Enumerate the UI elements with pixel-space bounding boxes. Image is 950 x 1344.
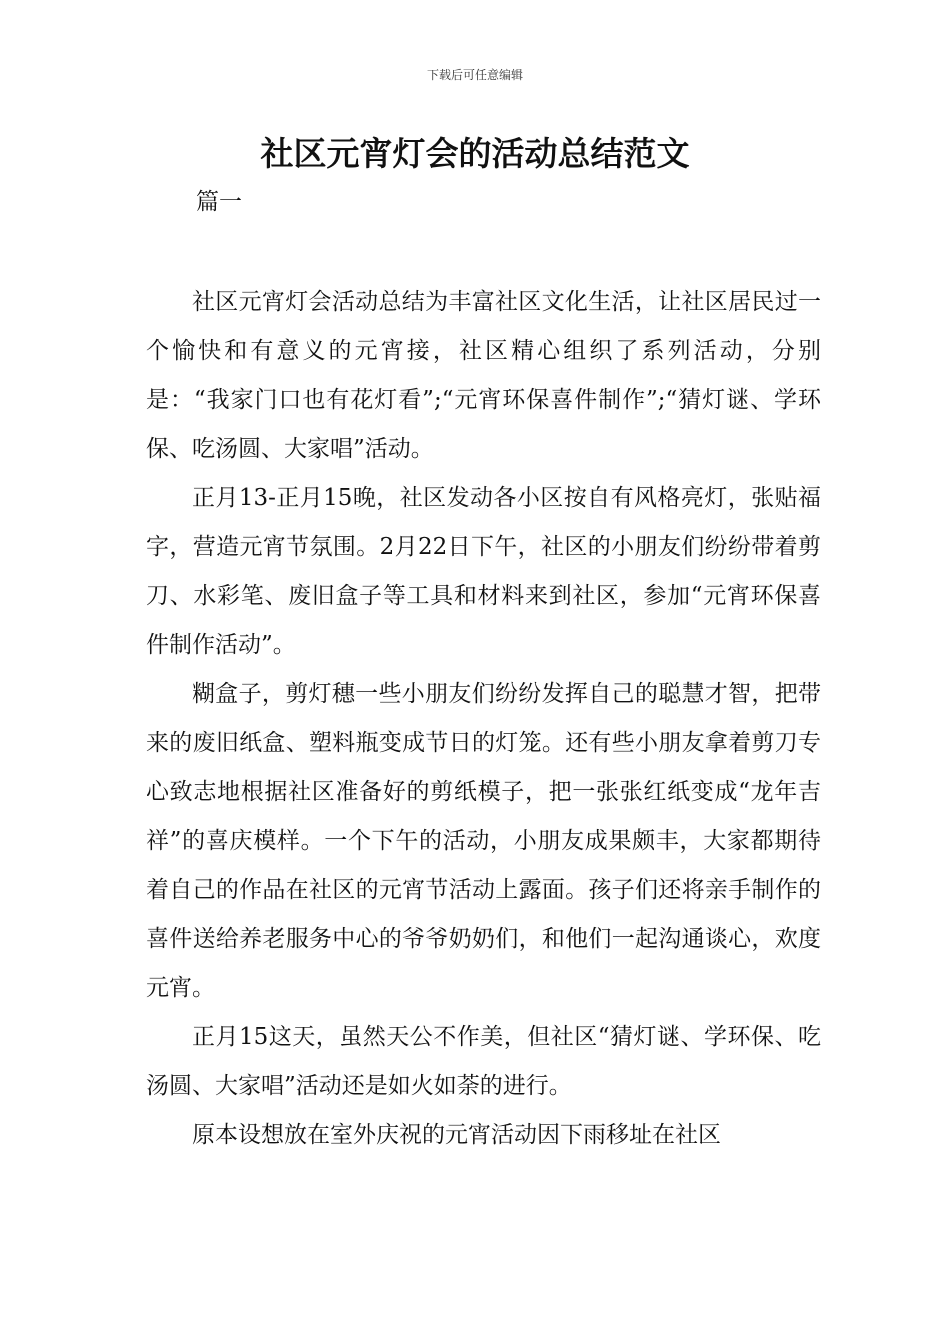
document-title: 社区元宵灯会的活动总结范文 bbox=[260, 134, 690, 173]
paragraph-4: 正月15这天，虽然天公不作美，但社区“猜灯谜、学环保、吃汤圆、大家唱”活动还是如火如荼的进行。 bbox=[146, 1024, 821, 1099]
paragraph-3: 糊盒子，剪灯穗一些小朋友们纷纷发挥自己的聪慧才智，把带来的废旧纸盒、塑料瓶变成节日的灯笼。还有些小朋友拿着剪刀专心致志地根据社区准备好的剪纸模子，把一张张红纸变成“龙年吉祥”的喜庆模样。一个下午的活动，小朋友成果颇丰，大家都期待着自己的作品在社区的元宵节活动上露面。孩子们还将亲手制作的喜件送给养老服务中心的爷爷奶奶们，和他们一起沟通谈心，欢度元宵。 bbox=[146, 681, 821, 1001]
paragraph-2: 正月13-正月15晚，社区发动各小区按自有风格亮灯，张贴福字，营造元宵节氛围。2月22日下午，社区的小朋友们纷纷带着剪刀、水彩笔、废旧盒子等工具和材料来到社区，参加“元宵环保喜件制作活动”。 bbox=[146, 485, 821, 658]
document-body bbox=[146, 278, 821, 1160]
header-note: 下载后可任意编辑 bbox=[426, 68, 523, 82]
section-label: 篇一 bbox=[196, 189, 242, 215]
paragraph-5: 原本设想放在室外庆祝的元宵活动因下雨移址在社区 bbox=[192, 1122, 721, 1148]
paragraph-1: 社区元宵灯会活动总结为丰富社区文化生活，让社区居民过一个愉快和有意义的元宵接，社区精心组织了系列活动，分别是：“我家门口也有花灯看”;“元宵环保喜件制作”;“猜灯谜、学环保、吃汤圆、大家唱”活动。 bbox=[146, 289, 821, 462]
